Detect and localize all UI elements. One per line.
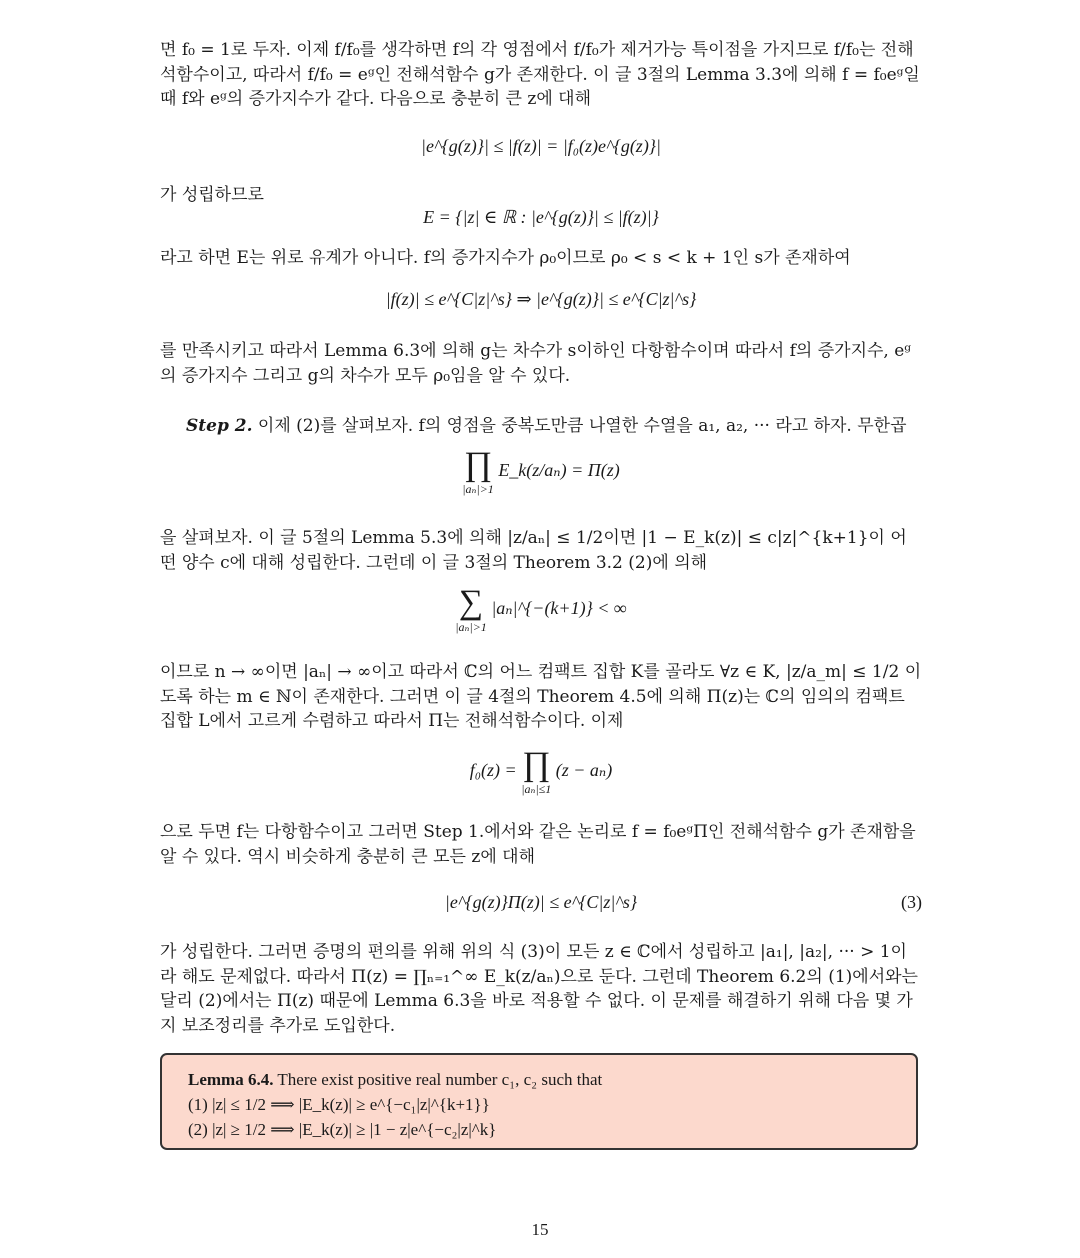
product-subscript: |aₙ|>1 [462,482,494,496]
equation-set-E: E = {|z| ∈ ℝ : |e^{g(z)}| ≤ |f(z)|} [423,207,659,227]
sum-operator: ∑ |aₙ|>1 [455,584,487,634]
equation-implication: |f(z)| ≤ e^{C|z|^s} ⇒ |e^{g(z)}| ≤ e^{C|z|^s} [385,289,697,309]
equation-f0-product [160,748,922,796]
equation-3-number: (3) [901,892,922,912]
step-2-text: 이제 (2)를 살펴보자. f의 영점을 중복도만큼 나열한 수열을 a₁, a₂, ··· 라고 하자. 무한곱 [257,416,907,436]
paragraph-intro: 면 f₀ = 1로 두자. 이제 f/f₀를 생각하면 f의 각 영점에서 f/f₀가 제거가능 특이점을 가지므로 f/f₀는 전해석함수이고, 따라서 f/f₀ = eᵍ인 전해석함수 g가 존재한다. 이 글 3절의 Lemma 3.3에 의해 f = f₀eᵍ일 때 f와 eᵍ의 증가지수가 같다. 다음으로 충분히 큰 z에 대해 [160,40,920,109]
paragraph-step-2 [160,414,922,439]
finite-product-subscript: |aₙ|≤1 [521,782,552,796]
equation-3-body: |e^{g(z)}Π(z)| ≤ e^{C|z|^s} [444,892,638,912]
page-number: 15 [531,1220,549,1239]
step-2-label: Step 2. [186,416,253,436]
equation-3 [160,892,922,913]
lemma-6-4-text: There exist positive real number c₁, c₂ such that [277,1070,603,1089]
sum-subscript: |aₙ|>1 [455,620,487,634]
finite-product-operator: ∏ |aₙ|≤1 [521,746,552,796]
lemma-6-4-box [160,1053,918,1150]
sum-body: |aₙ|^{−(k+1)} < ∞ [491,598,627,619]
paragraph-holds: 가 성립하므로 [160,185,264,205]
paragraph-lemma-5-3: 을 살펴보자. 이 글 5절의 Lemma 5.3에 의해 |z/aₙ| ≤ 1/2이면 |1 − E_k(z)| ≤ c|z|^{k+1}이 어떤 양수 c에 대해 성립한다. 그런데 이 글 3절의 Theorem 3.2 (2)에 의해 [160,528,907,573]
product-operator: ∏ |aₙ|>1 [462,446,494,496]
lemma-6-4-line-2: (2) |z| ≥ 1/2 ⟹ |E_k(z)| ≥ |1 − z|e^{−c₂|z|^k} [188,1120,497,1139]
paragraph-compact-convergence: 이므로 n → ∞이면 |aₙ| → ∞이고 따라서 ℂ의 어느 컴팩트 집합 K를 골라도 ∀z ∈ K, |z/a_m| ≤ 1/2 이도록 하는 m ∈ ℕ이 존재한다. 그러면 이 글 4절의 Theorem 4.5에 의해 Π(z)는 ℂ의 임의의 컴팩트 집합 L에서 고르게 수렴하고 따라서 Π는 전해석함수이다. 이제 [160,662,922,731]
equation-series [160,586,922,634]
lemma-6-4-statement [188,1067,890,1092]
paragraph-convenience: 가 성립한다. 그러면 증명의 편의를 위해 위의 식 (3)이 모든 z ∈ ℂ에서 성립하고 |a₁|, |a₂|, ··· > 1이라 해도 문제없다. 따라서 Π(z) = ∏ₙ₌₁^∞ E_k(z/aₙ)으로 둔다. 그런데 Theorem 6.2의 (1)에서와는 달리 (2)에서는 Π(z) 때문에 Lemma 6.3을 바로 적용할 수 없다. 이 문제를 해결하기 위해 다음 몇 가지 보조정리를 추가로 도입한다. [160,942,918,1036]
f0-rhs: (z − aₙ) [555,760,613,781]
lemma-6-4-line-1: (1) |z| ≤ 1/2 ⟹ |E_k(z)| ≥ e^{−c₁|z|^{k+1}} [188,1095,490,1114]
equation-infinite-product [160,448,922,496]
f0-lhs: f₀(z) = [469,760,517,781]
paragraph-unbounded: 라고 하면 E는 위로 유계가 아니다. f의 증가지수가 ρ₀이므로 ρ₀ < s < k + 1인 s가 존재하여 [160,248,851,268]
lemma-6-4-title: Lemma 6.4. [188,1070,274,1089]
paragraph-polynomial: 으로 두면 f는 다항함수이고 그러면 Step 1.에서와 같은 논리로 f = f₀eᵍΠ인 전해석함수 g가 존재함을 알 수 있다. 역시 비슷하게 충분히 큰 모든 z에 대해 [160,822,916,867]
paragraph-lemma-6-3: 를 만족시키고 따라서 Lemma 6.3에 의해 g는 차수가 s이하인 다항함수이며 따라서 f의 증가지수, eᵍ의 증가지수 그리고 g의 차수가 모두 ρ₀임을 알 수 있다. [160,341,912,386]
product-body: E_k(z/aₙ) = Π(z) [498,460,620,481]
equation-growth-bound: |e^{g(z)}| ≤ |f(z)| = |f₀(z)e^{g(z)}| [421,136,661,156]
